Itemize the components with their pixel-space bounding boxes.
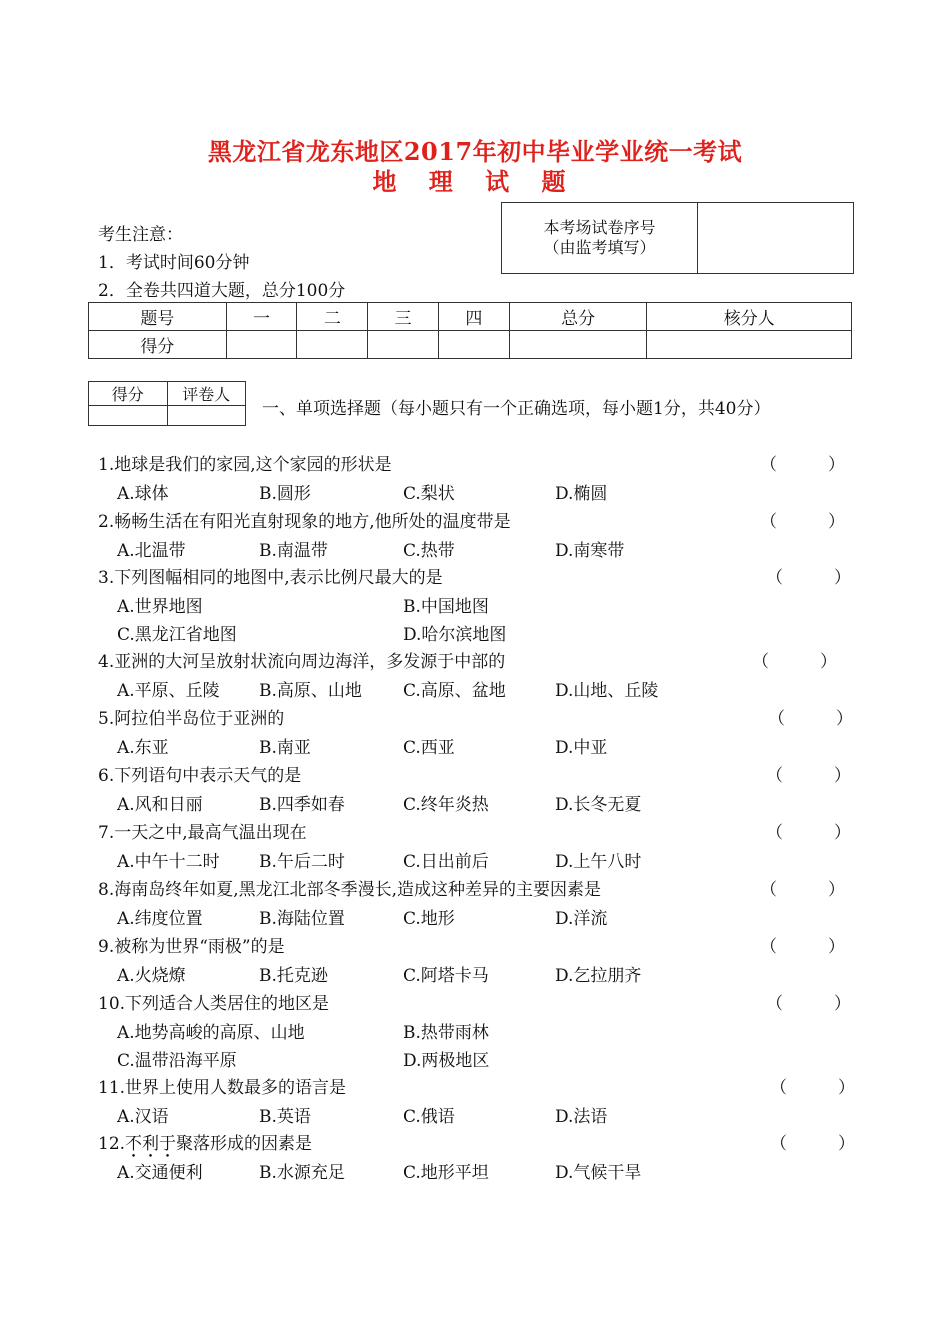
score-header-cell: 一 [226, 303, 297, 331]
score-header-cell: 题号 [89, 303, 227, 331]
option-d: D.气候干旱 [555, 1162, 642, 1183]
grader-header-score: 得分 [89, 382, 168, 406]
option-c: C.温带沿海平原 [117, 1051, 237, 1071]
section-title: 一、单项选择题（每小题只有一个正确选项，每小题1分，共40分） [262, 399, 771, 419]
option-d: D.南寒带 [555, 540, 625, 561]
option-a: A.平原、丘陵 [117, 680, 220, 701]
option-c: C.高原、盆地 [403, 680, 506, 701]
seat-label-line1: 本考场试卷序号 [543, 218, 656, 237]
option-b: B.高原、山地 [259, 680, 362, 701]
question-text: 1.地球是我们的家园,这个家园的形状是 [98, 455, 392, 475]
option-c: C.地形平坦 [403, 1162, 489, 1183]
seat-number-label [502, 203, 698, 273]
question-text: 5.阿拉伯半岛位于亚洲的 [98, 709, 285, 729]
answer-bracket[interactable]: （ ） [766, 568, 851, 588]
option-a: A.地势高峻的高原、山地 [117, 1022, 305, 1043]
grader-name-cell[interactable] [167, 406, 246, 426]
option-b: B.四季如春 [259, 794, 345, 815]
option-a: A.球体 [117, 483, 169, 504]
notice-item-2: 2．全卷共四道大题，总分100分 [98, 281, 346, 301]
score-cell[interactable] [647, 331, 852, 359]
answer-bracket[interactable]: （ ） [766, 823, 851, 843]
option-a: A.火烧燎 [117, 965, 186, 986]
question-text: 3.下列图幅相同的地图中,表示比例尺最大的是 [98, 568, 443, 588]
question-text: 7.一天之中,最高气温出现在 [98, 823, 307, 843]
seat-number-box [501, 202, 854, 274]
answer-bracket[interactable]: （ ） [766, 994, 851, 1014]
score-table [88, 302, 852, 359]
option-b: B.中国地图 [403, 596, 489, 617]
option-a: A.交通便利 [117, 1162, 203, 1183]
score-table-header-row [89, 303, 852, 331]
option-a: A.中午十二时 [117, 851, 220, 872]
option-d: D.椭圆 [555, 483, 608, 504]
option-c: C.地形 [403, 908, 455, 929]
exam-subtitle: 地 理 试 题 [372, 167, 578, 196]
option-b: B.午后二时 [259, 851, 345, 872]
option-d: D.乞拉朋齐 [555, 965, 642, 986]
answer-bracket[interactable]: （ ） [768, 709, 853, 729]
option-a: A.汉语 [117, 1106, 169, 1127]
score-header-cell: 总分 [509, 303, 647, 331]
grader-table [88, 381, 246, 426]
question-text: 11.世界上使用人数最多的语言是 [98, 1078, 347, 1098]
option-b: B.英语 [259, 1106, 311, 1127]
option-c: C.阿塔卡马 [403, 965, 489, 986]
score-row-label: 得分 [89, 331, 227, 359]
option-b: B.托克逊 [259, 965, 328, 986]
option-a: A.东亚 [117, 737, 169, 758]
option-b: B.热带雨林 [403, 1022, 489, 1043]
answer-bracket[interactable]: （ ） [766, 766, 851, 786]
option-c: C.黑龙江省地图 [117, 625, 237, 645]
option-c: C.日出前后 [403, 851, 489, 872]
score-cell[interactable] [368, 331, 439, 359]
grader-score-cell[interactable] [89, 406, 168, 426]
option-b: B.水源充足 [259, 1162, 345, 1183]
score-cell[interactable] [509, 331, 647, 359]
notice-heading: 考生注意： [98, 225, 183, 245]
answer-bracket[interactable]: （ ） [760, 512, 845, 532]
question-text: 4.亚洲的大河呈放射状流向周边海洋，多发源于中部的 [98, 652, 506, 672]
question-text: 8.海南岛终年如夏,黑龙江北部冬季漫长,造成这种差异的主要因素是 [98, 880, 602, 900]
notice-item-1: 1．考试时间60分钟 [98, 253, 250, 273]
option-d: D.上午八时 [555, 851, 642, 872]
answer-bracket[interactable]: （ ） [760, 880, 845, 900]
option-d: D.哈尔滨地图 [403, 625, 507, 645]
option-a: A.风和日丽 [117, 794, 203, 815]
score-cell[interactable] [226, 331, 297, 359]
score-header-cell: 四 [438, 303, 509, 331]
option-a: A.世界地图 [117, 596, 203, 617]
option-c: C.热带 [403, 540, 455, 561]
answer-bracket[interactable]: （ ） [752, 652, 837, 672]
option-b: B.海陆位置 [259, 908, 345, 929]
option-c: C.终年炎热 [403, 794, 489, 815]
option-d: D.两极地区 [403, 1051, 490, 1071]
exam-title: 黑龙江省龙东地区2017年初中毕业学业统一考试 [207, 137, 743, 166]
answer-bracket[interactable]: （ ） [760, 455, 845, 475]
option-c: C.俄语 [403, 1106, 455, 1127]
option-c: C.西亚 [403, 737, 455, 758]
answer-bracket[interactable]: （ ） [760, 937, 845, 957]
score-header-cell: 三 [368, 303, 439, 331]
answer-bracket[interactable]: （ ） [770, 1134, 855, 1154]
option-d: D.山地、丘陵 [555, 680, 659, 701]
score-cell[interactable] [438, 331, 509, 359]
seat-label-line2: （由监考填写） [543, 238, 656, 257]
option-d: D.洋流 [555, 908, 608, 929]
option-b: B.南温带 [259, 540, 328, 561]
question-text: 2.畅畅生活在有阳光直射现象的地方,他所处的温度带是 [98, 512, 511, 532]
question-text: 9.被称为世界“雨极”的是 [98, 937, 285, 957]
score-header-cell: 核分人 [647, 303, 852, 331]
score-table-row [89, 331, 852, 359]
option-b: B.南亚 [259, 737, 311, 758]
option-d: D.中亚 [555, 737, 608, 758]
score-cell[interactable] [297, 331, 368, 359]
answer-bracket[interactable]: （ ） [770, 1078, 855, 1098]
option-a: A.纬度位置 [117, 908, 203, 929]
option-c: C.梨状 [403, 483, 455, 504]
question-text: 10.下列适合人类居住的地区是 [98, 994, 330, 1014]
seat-number-field[interactable] [698, 203, 853, 273]
option-a: A.北温带 [117, 540, 186, 561]
question-text: 12.不利于聚落形成的因素是 [98, 1134, 313, 1154]
option-d: D.法语 [555, 1106, 608, 1127]
option-d: D.长冬无夏 [555, 794, 642, 815]
grader-header-grader: 评卷人 [167, 382, 246, 406]
option-b: B.圆形 [259, 483, 311, 504]
question-text: 6.下列语句中表示天气的是 [98, 766, 302, 786]
score-header-cell: 二 [297, 303, 368, 331]
